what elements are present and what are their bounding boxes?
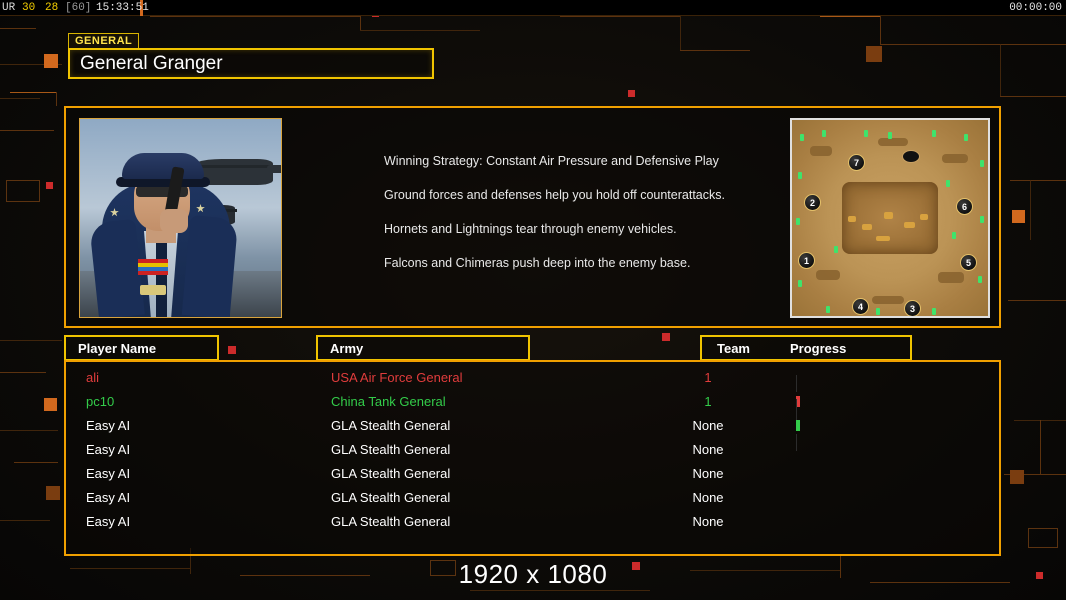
strategy-line: Ground forces and defenses help you hold off counterattacks. <box>384 188 725 203</box>
player-army: GLA Stealth General <box>331 514 451 529</box>
column-header-team-progress <box>700 335 912 361</box>
player-army: GLA Stealth General <box>331 490 451 505</box>
player-team: None <box>692 514 724 529</box>
player-army: GLA Stealth General <box>331 442 451 457</box>
system-clock: 15:33:51 <box>96 2 149 14</box>
strategy-line: Winning Strategy: Constant Air Pressure and Defensive Play <box>384 154 719 168</box>
general-portrait <box>79 118 282 318</box>
player-army: USA Air Force General <box>331 370 463 385</box>
player-team: 1 <box>704 394 712 409</box>
column-header-army <box>316 335 530 361</box>
player-list <box>64 360 1001 556</box>
general-name-field[interactable] <box>68 48 434 79</box>
player-name: Easy AI <box>86 418 131 433</box>
player-army: China Tank General <box>331 394 446 409</box>
player-row[interactable] <box>66 438 999 462</box>
match-timer: 00:00:00 <box>1009 2 1062 14</box>
player-name: ali <box>86 370 100 385</box>
map-start-position: 5 <box>960 254 977 271</box>
map-start-position: 3 <box>904 300 921 317</box>
player-name: Easy AI <box>86 490 131 505</box>
map-start-position: 4 <box>852 298 869 315</box>
column-header-army-label: Army <box>330 340 364 356</box>
player-team: None <box>692 418 724 433</box>
player-progress <box>796 396 986 407</box>
map-preview[interactable] <box>790 118 990 318</box>
player-row[interactable] <box>66 390 999 414</box>
map-start-position: 1 <box>798 252 815 269</box>
column-header-player-name-label: Player Name <box>78 340 157 356</box>
player-name: pc10 <box>86 394 115 409</box>
status-bar <box>0 0 1066 16</box>
map-start-position: 7 <box>848 154 865 171</box>
column-header-team-label: Team <box>717 340 750 356</box>
player-team: None <box>692 442 724 457</box>
player-row[interactable] <box>66 462 999 486</box>
player-row[interactable] <box>66 366 999 390</box>
column-header-player-name <box>64 335 219 361</box>
general-name-text: General Granger <box>80 52 223 74</box>
general-label: GENERAL <box>68 33 139 50</box>
player-row[interactable] <box>66 486 999 510</box>
column-header-progress-label: Progress <box>790 340 847 356</box>
fps-label: UR <box>2 2 16 14</box>
strategy-text <box>384 152 774 273</box>
player-army: GLA Stealth General <box>331 418 451 433</box>
player-name: Easy AI <box>86 466 131 481</box>
player-progress <box>796 372 986 383</box>
strategy-line: Hornets and Lightnings tear through enemy vehicles. <box>384 222 677 237</box>
player-team: None <box>692 490 724 505</box>
fps-cap: [60] <box>65 2 92 14</box>
player-team: None <box>692 466 724 481</box>
player-name: Easy AI <box>86 442 131 457</box>
player-row[interactable] <box>66 510 999 534</box>
map-crater <box>902 150 920 163</box>
strategy-line: Falcons and Chimeras push deep into the enemy base. <box>384 256 691 271</box>
briefing-panel <box>64 106 1001 328</box>
map-start-position: 2 <box>804 194 821 211</box>
player-team: 1 <box>704 370 712 385</box>
resolution-watermark: 1920 x 1080 <box>458 559 608 589</box>
fps-value: 30 <box>22 2 36 14</box>
player-name: Easy AI <box>86 514 131 529</box>
fps-value-secondary: 28 <box>45 2 59 14</box>
player-row[interactable] <box>66 414 999 438</box>
map-start-position: 6 <box>956 198 973 215</box>
player-army: GLA Stealth General <box>331 466 451 481</box>
